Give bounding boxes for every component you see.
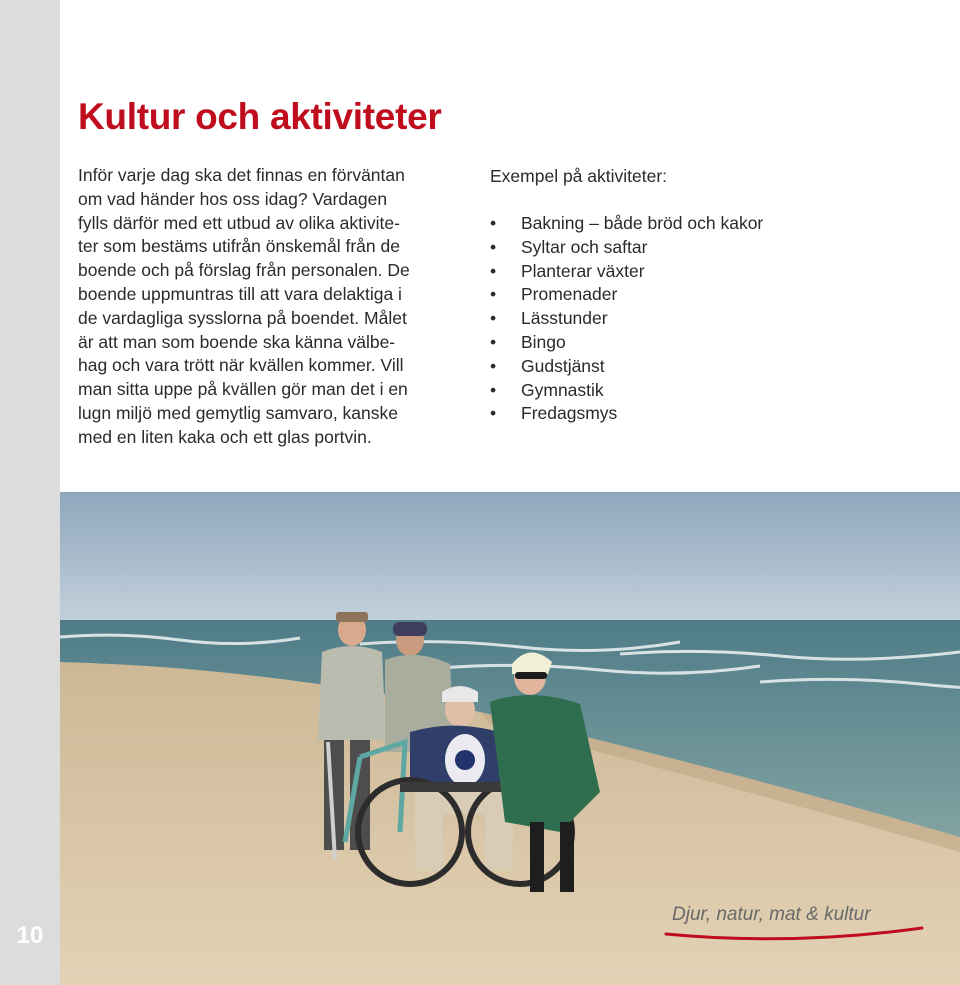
bullet: • (490, 379, 497, 400)
activities-heading: Exempel på aktiviteter: (490, 166, 668, 186)
bullet: • (490, 213, 497, 233)
list-item (490, 355, 930, 379)
list-item-label: Lässtunder (521, 308, 608, 329)
page-number: 10 (16, 922, 44, 949)
list-item-label: Gudstjänst (521, 355, 605, 376)
bullet: • (490, 260, 497, 281)
list-item-label: Bakning – både bröd och kakor (521, 213, 764, 233)
bullet: • (490, 403, 497, 424)
bullet: • (490, 308, 497, 329)
list-item (490, 307, 930, 331)
sky (60, 492, 960, 622)
body-paragraph: Inför varje dag ska det finnas en förväntan om vad händer hos oss idag? Vardagen fylls därför med ett utbud av olika aktivite- ter som bestäms utifrån önskemål från de boende och på förslag från personalen. De boende uppmuntras till att vara delaktiga i de vardagliga sysslorna på boendet. Målet är att man som boende ska känna välbe- hag och vara trött när kvällen kommer. Vill man sitta uppe på kvällen gör man det i en lugn miljö med gemytlig samvaro, kanske med en liten kaka och ett glas portvin. (78, 165, 410, 447)
activities-column (490, 164, 930, 426)
list-item-label: Planterar växter (521, 260, 645, 281)
list-item (490, 283, 930, 307)
list-item-label: Bingo (521, 331, 566, 352)
list-item-label: Gymnastik (521, 379, 604, 400)
list-item-label: Fredagsmys (521, 403, 618, 424)
bullet: • (490, 355, 497, 376)
list-item (490, 402, 930, 426)
list-item (490, 260, 930, 284)
page-title: Kultur och aktiviteter (78, 96, 442, 137)
list-item (490, 379, 930, 403)
bullet: • (490, 236, 497, 257)
tagline: Djur, natur, mat & kultur (672, 904, 871, 925)
bullet: • (490, 284, 497, 305)
tagline-swoosh (662, 920, 926, 944)
body-text-column (78, 164, 448, 450)
page-margin-strip (0, 0, 60, 985)
list-item (490, 236, 930, 260)
list-item-label: Promenader (521, 284, 618, 305)
list-item-label: Syltar och saftar (521, 236, 648, 257)
list-item (490, 331, 930, 355)
bullet: • (490, 331, 497, 352)
activities-list (490, 212, 930, 426)
list-item (490, 212, 930, 236)
